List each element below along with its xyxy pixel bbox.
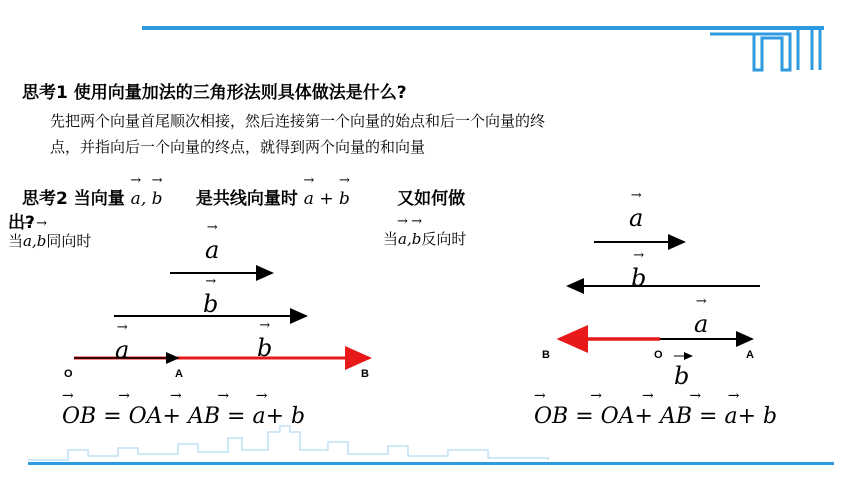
vec-a: → a [205, 236, 219, 264]
question-2-tail: 出? [8, 213, 35, 233]
vector-b-sum-symbol: → b [339, 189, 350, 209]
right-label-b-top [631, 264, 646, 292]
label-vec-a: → a [398, 230, 407, 248]
right-label-a-bottom [694, 310, 708, 338]
left-equation-arrows: → → → → → [62, 388, 268, 404]
label-vec-a: → a [23, 232, 32, 250]
right-point-o: O [654, 349, 663, 361]
q2-part1: 思考2 当向量 [22, 189, 125, 209]
vec-b: b [674, 362, 690, 390]
label-text: 同向时 [46, 232, 92, 250]
left-label-a-top [205, 236, 219, 264]
vec-b: → b [257, 334, 272, 362]
question-1-title: 思考1 使用向量加法的三角形法则具体做法是什么? [22, 83, 407, 103]
city-skyline-decoration [28, 420, 834, 464]
q2-part3: 又如何做 [397, 189, 466, 209]
left-equation-text: OB = OA+ AB = a+ b [62, 404, 306, 429]
label-prefix: 当 [8, 232, 24, 250]
vec-a: → a [115, 336, 129, 364]
label-vec-b: → b [37, 232, 47, 250]
left-label-a-bottom [115, 336, 129, 364]
footer-accent-line [28, 462, 834, 465]
left-point-b: B [361, 368, 369, 380]
answer-line-2: 点，并指向后一个向量的终点，就得到两个向量的和向量 [50, 138, 426, 156]
right-equation-arrows: → → → → → [534, 388, 740, 404]
vec-b: → b [203, 290, 218, 318]
left-point-a: A [175, 368, 183, 380]
label-comma: , [31, 232, 37, 250]
label-comma: , [406, 230, 412, 248]
right-point-b: B [542, 349, 550, 361]
plus-sign: + [319, 189, 334, 209]
vec-b: → b [631, 264, 646, 292]
left-label-b-bottom [257, 334, 272, 362]
left-point-o: O [64, 368, 73, 380]
right-label-a-top [629, 204, 643, 232]
right-point-a: A [746, 349, 754, 361]
vec-a: → a [694, 310, 708, 338]
q2-part2: 是共线向量时 [195, 189, 298, 209]
left-label-b-top [203, 290, 218, 318]
label-text: 反向时 [421, 230, 467, 248]
answer-line-1: 先把两个向量首尾顺次相接，然后连接第一个向量的始点和后一个向量的终 [50, 112, 546, 130]
right-equation-text: OB = OA+ AB = a+ b [534, 404, 778, 429]
vec-a: → a [629, 204, 643, 232]
right-label-b-bottom [674, 362, 689, 390]
label-vec-b: → b [412, 230, 422, 248]
label-prefix: 当 [383, 230, 399, 248]
comma: , [140, 189, 147, 209]
vector-a-sum-symbol: → a [304, 189, 314, 209]
vector-a-symbol: → a [131, 189, 141, 209]
vector-b-symbol: → b [152, 189, 163, 209]
